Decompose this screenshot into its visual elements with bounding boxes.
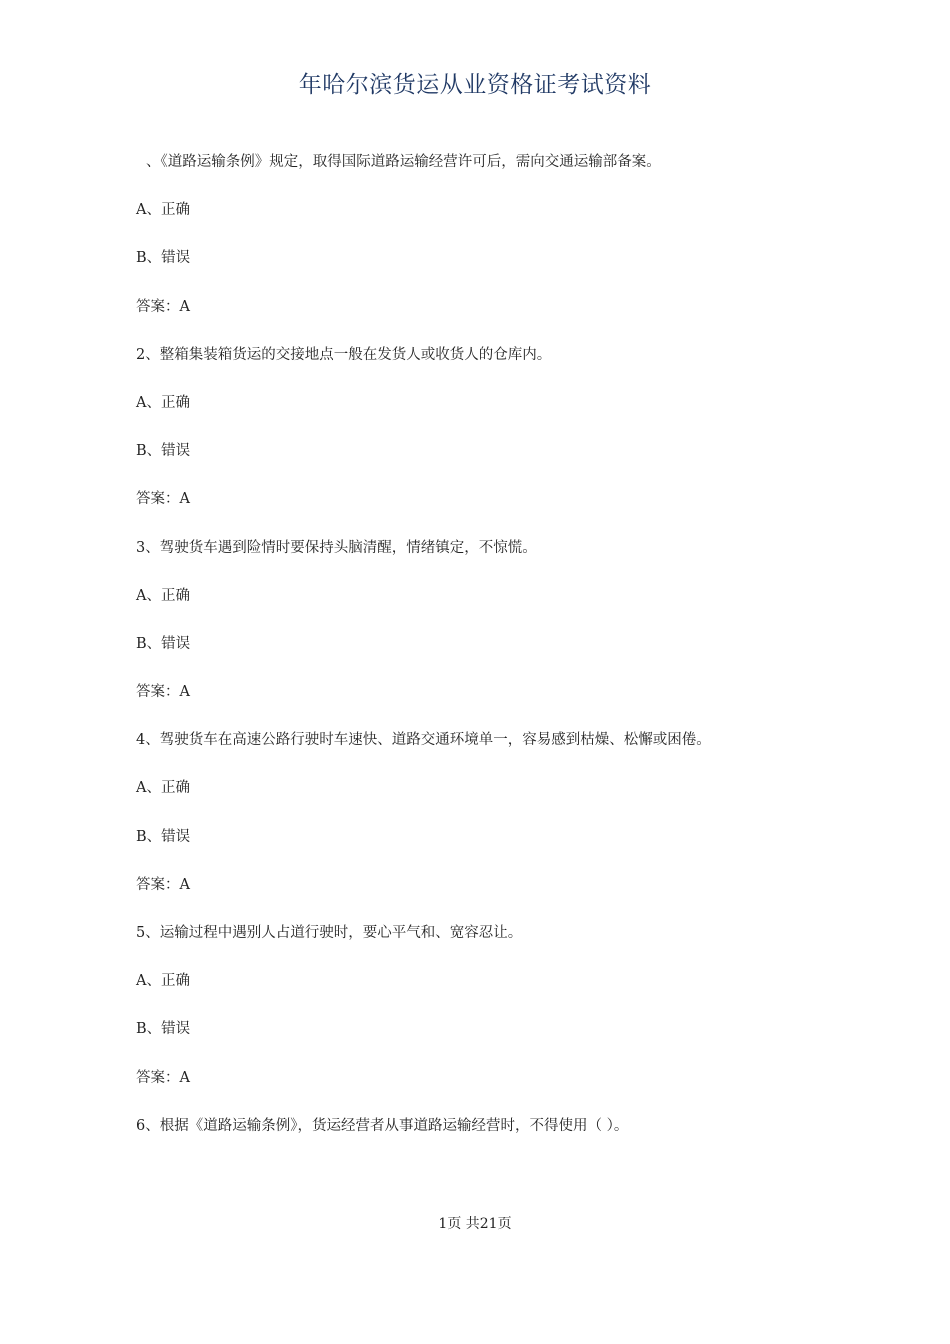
option-a: A、正确 bbox=[136, 973, 190, 990]
question-text: 5、运输过程中遇别人占道行驶时，要心平气和、宽容忍让。 bbox=[136, 925, 523, 941]
answer-text: 答案：A bbox=[136, 491, 190, 508]
option-a: A、正确 bbox=[136, 394, 190, 411]
option-b: B、错误 bbox=[136, 1021, 191, 1038]
answer-text: 答案：A bbox=[136, 876, 190, 893]
option-b: B、错误 bbox=[136, 828, 191, 845]
question-text: 4、驾驶货车在高速公路行驶时车速快、道路交通环境单一，容易感到枯燥、松懈或困倦。 bbox=[136, 732, 711, 749]
question-text: 、《道路运输条例》规定，取得国际道路运输经营许可后，需向交通运输部备案。 bbox=[146, 154, 661, 170]
option-b: B、错误 bbox=[136, 635, 191, 652]
answer-text: 答案：A bbox=[136, 684, 190, 701]
question-text: 2、整箱集装箱货运的交接地点一般在发货人或收货人的仓库内。 bbox=[136, 346, 552, 363]
question-list bbox=[136, 152, 816, 1164]
option-b: B、错误 bbox=[136, 443, 191, 460]
document-title: 年哈尔滨货运从业资格证考试资料 bbox=[298, 72, 652, 98]
question-text: 3、驾驶货车遇到险情时要保持头脑清醒，情绪镇定，不惊慌。 bbox=[136, 539, 537, 556]
option-a: A、正确 bbox=[136, 780, 190, 797]
question-text: 6、根据《道路运输条例》，货运经营者从事道路运输经营时，不得使用（ ）。 bbox=[136, 1117, 629, 1134]
page-footer: 1页 共21页 bbox=[438, 1216, 512, 1232]
answer-text: 答案：A bbox=[136, 298, 190, 315]
option-b: B、错误 bbox=[136, 250, 191, 267]
option-a: A、正确 bbox=[136, 587, 190, 604]
option-a: A、正确 bbox=[136, 202, 190, 219]
answer-text: 答案：A bbox=[136, 1069, 190, 1086]
